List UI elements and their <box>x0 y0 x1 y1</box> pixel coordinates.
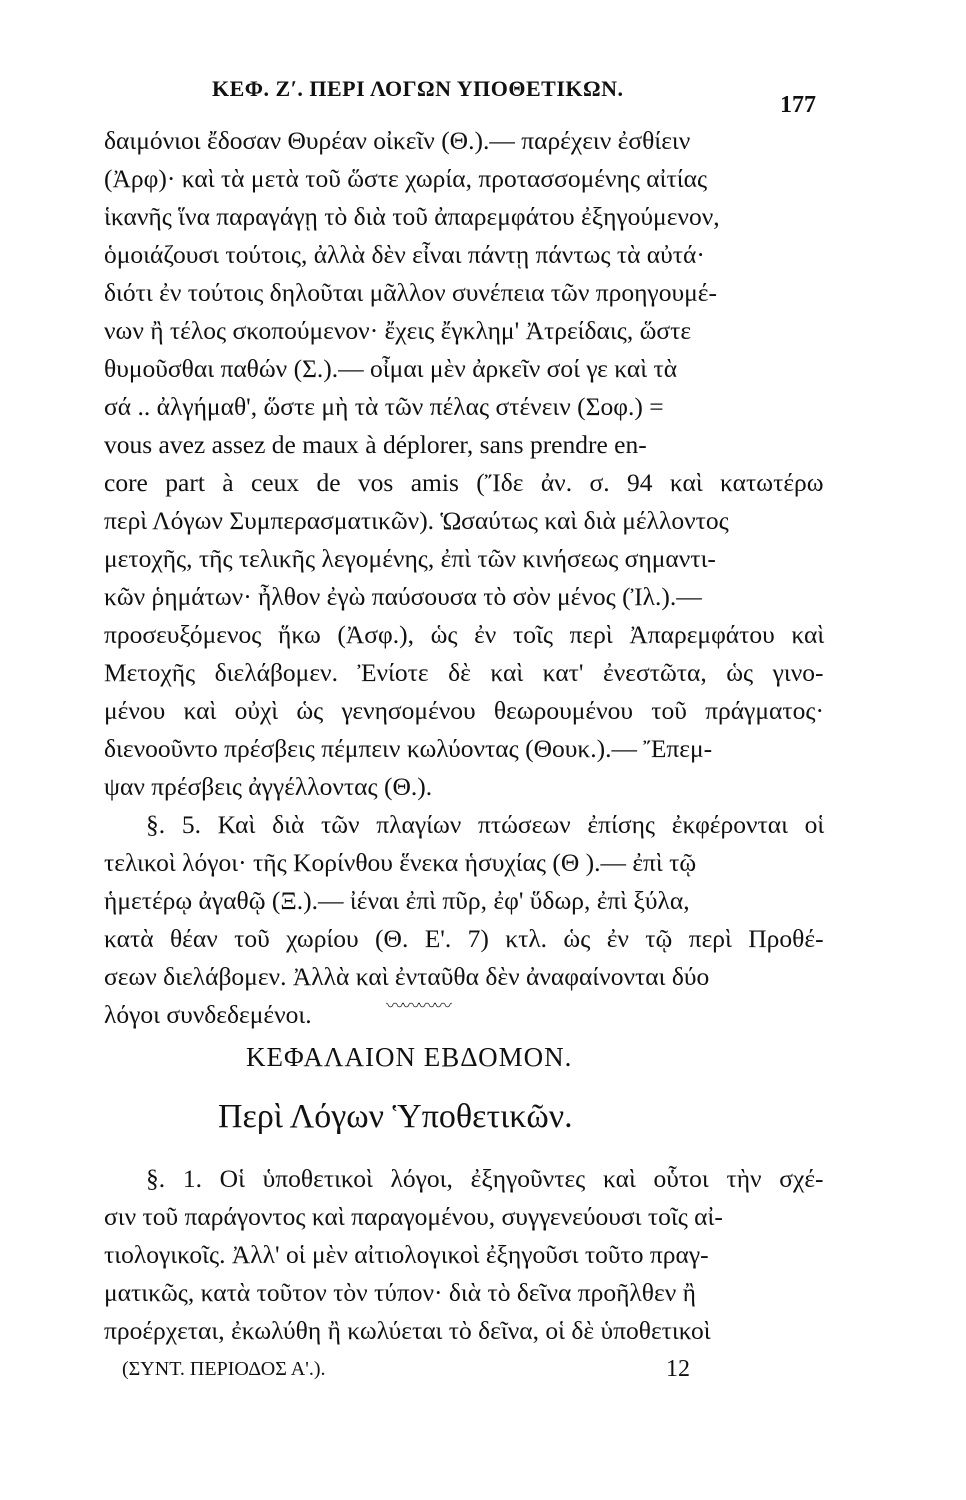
text-line: Μετοχῆς διελάβομεν. Ἐνίοτε δὲ καὶ κατ' ἐνεστῶτα, ὡς γινο- <box>104 658 824 687</box>
paragraph-1 <box>104 122 824 806</box>
text-line: νων ἢ τέλος σκοπούμενον· ἔχεις ἔγκλημ' Ἀτρείδαις, ὥστε <box>104 316 692 345</box>
text-line: διότι ἐν τούτοις δηλοῦται μᾶλλον συνέπεια τῶν προηγουμέ- <box>104 278 717 307</box>
text-line: ἡμετέρῳ ἀγαθῷ (Ξ.).— ἰέναι ἐπὶ πῦρ, ἐφ' ὕδωρ, ἐπὶ ξύλα, <box>104 886 690 915</box>
text-line: σεων διελάβομεν. Ἀλλὰ καὶ ἐνταῦθα δὲν ἀναφαίνονται δύο <box>104 962 710 991</box>
text-line: κῶν ῥημάτων· ἦλθον ἐγὼ παύσουσα τὸ σὸν μένος (Ἰλ.).— <box>104 582 702 611</box>
main-text <box>104 122 824 1034</box>
page-number: 177 <box>780 92 816 118</box>
text-line: ἱκανῆς ἵνα παραγάγῃ τὸ διὰ τοῦ ἀπαρεμφάτου ἐξηγούμενον, <box>104 202 720 231</box>
chapter-title: ΚΕΦΑΛΑΙΟΝ ΕΒΔΟΜΟΝ. <box>246 1042 573 1072</box>
text-line: §. 5. Καὶ διὰ τῶν πλαγίων πτώσεων ἐπίσης ἐκφέρονται οἱ <box>146 810 825 839</box>
section-ornament: 〰〰〰〰 <box>386 996 450 1017</box>
text-line: προσευξόμενος ἥκω (Ἀσφ.), ὡς ἐν τοῖς περὶ Ἀπαρεμφάτου καὶ <box>104 620 825 649</box>
running-head: ΚΕΦ. Ζʹ. ΠΕΡΙ ΛΟΓΩΝ ΥΠΟΘΕΤΙΚΩΝ. <box>212 76 624 101</box>
paragraph-3 <box>104 1160 824 1350</box>
sheet-number: 12 <box>666 1356 690 1382</box>
text-line: σά .. ἀλγήμαθ', ὥστε μὴ τὰ τῶν πέλας στένειν (Σοφ.) = <box>104 392 664 421</box>
text-line: προέρχεται, ἐκωλύθη ἢ κωλύεται τὸ δεῖνα, οἱ δὲ ὑποθετικοὶ <box>104 1316 711 1345</box>
text-line: τιολογικοῖς. Ἀλλ' οἱ μὲν αἰτιολογικοὶ ἐξηγοῦσι τοῦτο πραγ- <box>104 1240 709 1269</box>
text-line: ματικῶς, κατὰ τοῦτον τὸν τύπον· διὰ τὸ δεῖνα προῆλθεν ἢ <box>104 1278 696 1307</box>
text-line: (Ἀρφ)· καὶ τὰ μετὰ τοῦ ὥστε χωρία, προτασσομένης αἰτίας <box>104 164 708 193</box>
chapter-text <box>104 1160 824 1350</box>
text-line: ὁμοιάζουσι τούτοις, ἀλλὰ δὲν εἶναι πάντῃ πάντως τὰ αὐτά· <box>104 240 705 269</box>
chapter-subtitle: Περὶ Λόγων Ὑποθετικῶν. <box>218 1098 573 1135</box>
text-line: μετοχῆς, τῆς τελικῆς λεγομένης, ἐπὶ τῶν κινήσεως σημαντι- <box>104 544 716 573</box>
printer-signature: (ΣΥΝΤ. ΠΕΡΙΟΔΟΣ Α'.). <box>122 1358 326 1380</box>
text-line: διενοοῦντο πρέσβεις πέμπειν κωλύοντας (Θουκ.).— Ἔπεμ- <box>104 734 713 763</box>
text-line: λόγοι συνδεδεμένοι. <box>104 1000 312 1029</box>
text-line: ψαν πρέσβεις ἀγγέλλοντας (Θ.). <box>104 772 433 801</box>
text-line: σιν τοῦ παράγοντος καὶ παραγομένου, συγγενεύουσι τοῖς αἰ- <box>104 1202 723 1231</box>
text-line: περὶ Λόγων Συμπερασματικῶν). Ὡσαύτως καὶ διὰ μέλλοντος <box>104 506 729 535</box>
text-line: §. 1. Οἱ ὑποθετικοὶ λόγοι, ἐξηγοῦντες καὶ οὗτοι τὴν σχέ- <box>146 1164 824 1193</box>
text-line: core part à ceux de vos amis (Ἴδε ἀν. σ. 94 καὶ κατωτέρω <box>104 468 824 497</box>
text-line: κατὰ θέαν τοῦ χωρίου (Θ. Ε'. 7) κτλ. ὡς ἐν τῷ περὶ Προθέ- <box>104 924 824 953</box>
text-line: μένου καὶ οὐχὶ ὡς γενησομένου θεωρουμένου τοῦ πράγματος· <box>104 696 824 725</box>
text-line: θυμοῦσθαι παθών (Σ.).— οἶμαι μὲν ἀρκεῖν σοί γε καὶ τὰ <box>104 354 678 383</box>
text-line: vous avez assez de maux à déplorer, sans prendre en- <box>104 430 647 459</box>
text-line: τελικοὶ λόγοι· τῆς Κορίνθου ἕνεκα ἡσυχίας (Θ ).— ἐπὶ τῷ <box>104 848 697 877</box>
text-line: δαιμόνιοι ἔδοσαν Θυρέαν οἰκεῖν (Θ.).— παρέχειν ἐσθίειν <box>104 126 691 155</box>
